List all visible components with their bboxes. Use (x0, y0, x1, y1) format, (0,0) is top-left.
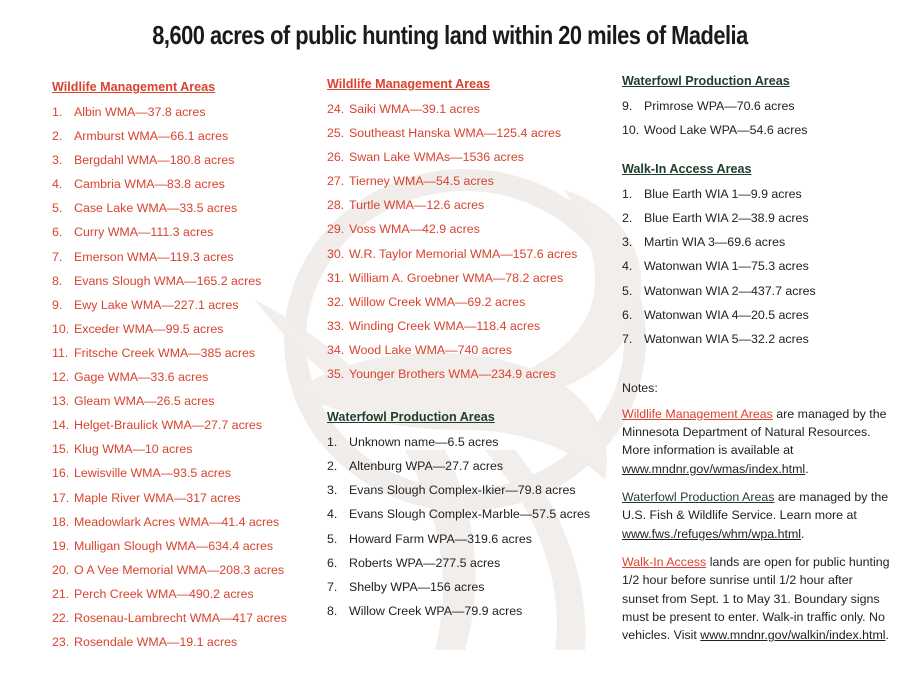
list-item (52, 486, 312, 510)
list-item-number: 29. (327, 222, 345, 237)
list-item-text: Cambria WMA—83.8 acres (74, 177, 225, 192)
list-item (327, 527, 612, 551)
list-item-text: Meadowlark Acres WMA—41.4 acres (74, 514, 280, 529)
list-item-text: Winding Creek WMA—118.4 acres (349, 318, 541, 333)
page-title: 8,600 acres of public hunting land within 20 miles of Madelia (152, 20, 748, 50)
list-item (327, 97, 612, 121)
list-item (52, 365, 312, 389)
list-item-number: 11. (52, 345, 69, 360)
wpa-heading: Waterfowl Production Areas (622, 74, 790, 88)
list-item-number: 22. (52, 610, 70, 625)
list-item (52, 172, 312, 196)
list-item-text: O A Vee Memorial WMA—208.3 acres (74, 562, 285, 577)
wma-list (52, 100, 312, 654)
list-item-text: Voss WMA—42.9 acres (349, 222, 480, 237)
list-item-number: 5. (622, 283, 633, 298)
list-item (52, 630, 312, 654)
list-item-text: Evans Slough Complex-Marble—57.5 acres (349, 507, 591, 522)
list-item-text: Lewisville WMA—93.5 acres (74, 466, 231, 481)
wma-heading: Wildlife Management Areas (52, 80, 216, 94)
list-item-text: Fritsche Creek WMA—385 acres (74, 345, 256, 360)
list-item (52, 245, 312, 269)
list-item-text: Gage WMA—33.6 acres (74, 370, 209, 385)
list-item-number: 24. (327, 102, 345, 116)
list-item-text: Wood Lake WMA—740 acres (349, 342, 512, 357)
list-item-number: 18. (52, 514, 70, 529)
list-item-number: 17. (52, 490, 70, 505)
list-item-number: 15. (52, 442, 70, 457)
list-item (622, 206, 892, 230)
list-item-text: Watonwan WIA 1—75.3 acres (644, 259, 809, 274)
list-item-number: 1. (622, 187, 633, 202)
note-wpa-end: . (801, 526, 805, 541)
wpa-link[interactable]: www.fws./refuges/whm/wpa.html (622, 526, 802, 541)
note-walkin (622, 553, 892, 644)
column-left (52, 80, 312, 654)
list-item-text: Blue Earth WIA 1—9.9 acres (644, 187, 802, 202)
wpa-heading: Waterfowl Production Areas (327, 410, 495, 425)
list-item-number: 7. (622, 331, 633, 346)
list-item-text: Albin WMA—37.8 acres (74, 105, 206, 119)
list-item-text: Swan Lake WMAs—1536 acres (349, 150, 524, 165)
list-item-text: Blue Earth WIA 2—38.9 acres (644, 211, 809, 226)
list-item-text: Rosenau-Lambrecht WMA—417 acres (74, 610, 287, 625)
list-item (52, 269, 312, 293)
list-item (622, 279, 892, 303)
list-item-number: 2. (327, 459, 338, 474)
list-item-text: Wood Lake WPA—54.6 acres (644, 123, 808, 138)
list-item-text: Primrose WPA—70.6 acres (644, 99, 795, 113)
list-item-number: 27. (327, 174, 345, 189)
list-item-text: Turtle WMA—12.6 acres (349, 198, 485, 213)
list-item (327, 575, 612, 599)
list-item-number: 32. (327, 294, 345, 309)
list-item-text: Case Lake WMA—33.5 acres (74, 201, 238, 216)
list-item-text: Helget-Braulick WMA—27.7 acres (74, 418, 262, 433)
list-item (52, 437, 312, 461)
list-item-number: 4. (52, 177, 63, 192)
list-item (52, 196, 312, 220)
list-item-number: 13. (52, 394, 70, 409)
list-item (327, 430, 612, 454)
wma-heading: Wildlife Management Areas (327, 77, 491, 91)
list-item (327, 193, 612, 217)
list-item-text: Watonwan WIA 4—20.5 acres (644, 307, 809, 322)
list-item-number: 3. (327, 483, 338, 498)
notes-title: Notes: (622, 380, 658, 395)
list-item (52, 317, 312, 341)
list-item (52, 220, 312, 244)
list-item (327, 454, 612, 478)
list-item-number: 2. (52, 129, 63, 144)
list-item-text: Klug WMA—10 acres (74, 442, 193, 457)
list-item-text: Emerson WMA—119.3 acres (74, 249, 234, 264)
list-item-number: 2. (622, 211, 633, 226)
note-wma (622, 405, 892, 478)
list-item-number: 9. (52, 297, 63, 312)
list-item (622, 327, 892, 351)
list-item-number: 14. (52, 418, 70, 433)
list-item (327, 502, 612, 526)
list-item-number: 1. (52, 105, 63, 119)
list-item-text: Bergdahl WMA—180.8 acres (74, 153, 235, 168)
list-item (327, 338, 612, 362)
list-item (622, 230, 892, 254)
list-item (52, 582, 312, 606)
list-item (52, 341, 312, 365)
list-item (52, 413, 312, 437)
note-walkin-lead: Walk-In Access (622, 554, 707, 569)
note-wpa-text: are managed by the U.S. Fish & Wildlife Service. Learn more at (622, 490, 889, 523)
list-item-number: 12. (52, 370, 70, 385)
list-item (622, 182, 892, 206)
list-item-text: Rosendale WMA—19.1 acres (74, 635, 238, 650)
list-item-number: 31. (327, 270, 345, 285)
list-item (327, 599, 612, 623)
wpa-list (327, 430, 612, 623)
list-item (327, 169, 612, 193)
list-item (327, 314, 612, 338)
list-item-number: 7. (52, 249, 63, 264)
spacer (622, 142, 892, 162)
note-walkin-end: . (885, 628, 889, 643)
list-item-text: Willow Creek WMA—69.2 acres (349, 294, 526, 309)
list-item (52, 606, 312, 630)
list-item-number: 28. (327, 198, 345, 213)
list-item-text: Armburst WMA—66.1 acres (74, 129, 229, 144)
list-item-text: Shelby WPA—156 acres (349, 579, 485, 594)
list-item (52, 293, 312, 317)
list-item-number: 8. (327, 603, 338, 618)
list-item (622, 118, 892, 142)
list-item-text: Willow Creek WPA—79.9 acres (349, 603, 523, 618)
list-item (52, 100, 312, 124)
list-item-text: Roberts WPA—277.5 acres (349, 555, 501, 570)
wia-list (622, 182, 892, 351)
list-item-text: Unknown name—6.5 acres (349, 435, 499, 450)
list-item-text: Tierney WMA—54.5 acres (349, 174, 494, 189)
list-item-number: 5. (327, 531, 338, 546)
list-item-text: William A. Groebner WMA—78.2 acres (349, 270, 564, 285)
list-item (327, 551, 612, 575)
wpa-list (622, 94, 892, 142)
list-item-number: 6. (52, 225, 63, 240)
list-item-number: 3. (52, 153, 63, 168)
note-wpa-lead: Waterfowl Production Areas (622, 490, 775, 505)
list-item-text: Evans Slough WMA—165.2 acres (74, 273, 262, 288)
list-item-text: Younger Brothers WMA—234.9 acres (349, 367, 556, 382)
list-item-text: Watonwan WIA 2—437.7 acres (644, 283, 816, 298)
list-item (52, 558, 312, 582)
list-item-number: 8. (52, 273, 63, 288)
list-item-number: 5. (52, 201, 63, 216)
list-item-text: Watonwan WIA 5—32.2 acres (644, 331, 809, 346)
list-item (52, 124, 312, 148)
note-wma-lead: Wildlife Management Areas (622, 406, 773, 421)
list-item-number: 4. (327, 507, 338, 522)
list-item-number: 6. (327, 555, 338, 570)
column-middle (327, 77, 612, 623)
list-item-text: Mulligan Slough WMA—634.4 acres (74, 538, 274, 553)
list-item-text: Curry WMA—111.3 acres (74, 225, 214, 240)
list-item (327, 362, 612, 386)
list-item (52, 510, 312, 534)
note-walkin-text: lands are open for public hunting 1/2 hour before sunrise until 1/2 hour after sunset from Sept. 1 to May 31. Boundary signs must be present to enter. Walk-in traffic only. No vehicles. Visit (622, 554, 890, 643)
wma-list (327, 97, 612, 386)
list-item-text: Gleam WMA—26.5 acres (74, 394, 215, 409)
list-item-number: 34. (327, 342, 345, 357)
list-item-number: 7. (327, 579, 338, 594)
note-wma-end: . (805, 461, 809, 476)
list-item (327, 121, 612, 145)
walkin-link[interactable]: www.mndnr.gov/walkin/index.html (700, 628, 886, 643)
list-item (52, 461, 312, 485)
list-item-number: 19. (52, 538, 70, 553)
list-item-text: Perch Creek WMA—490.2 acres (74, 586, 254, 601)
list-item-text: Southeast Hanska WMA—125.4 acres (349, 126, 562, 141)
list-item-text: Howard Farm WPA—319.6 acres (349, 531, 532, 546)
list-item-number: 3. (622, 235, 633, 250)
list-item (52, 389, 312, 413)
list-item (327, 242, 612, 266)
list-item (327, 217, 612, 241)
list-item-number: 30. (327, 246, 345, 261)
note-wma-text: are managed by the Minnesota Department of Natural Resources. More information is available at (622, 406, 887, 458)
list-item (327, 478, 612, 502)
list-item-text: Exceder WMA—99.5 acres (74, 321, 224, 336)
spacer (327, 386, 612, 410)
list-item-text: Ewy Lake WMA—227.1 acres (74, 297, 239, 312)
list-item (52, 148, 312, 172)
wma-link[interactable]: www.mndnr.gov/wmas/index.html (622, 461, 806, 476)
list-item-number: 25. (327, 126, 345, 141)
list-item-number: 23. (52, 635, 70, 650)
list-item (622, 94, 892, 118)
list-item-number: 9. (622, 99, 633, 113)
list-item-text: Saiki WMA—39.1 acres (349, 102, 480, 116)
list-item-number: 35. (327, 367, 345, 382)
list-item-number: 1. (327, 435, 338, 450)
list-item-number: 6. (622, 307, 633, 322)
list-item-text: Altenburg WPA—27.7 acres (349, 459, 504, 474)
list-item (327, 145, 612, 169)
list-item-number: 33. (327, 318, 345, 333)
list-item-text: Maple River WMA—317 acres (74, 490, 241, 505)
list-item-text: W.R. Taylor Memorial WMA—157.6 acres (349, 246, 578, 261)
list-item (327, 290, 612, 314)
list-item (327, 266, 612, 290)
column-right (622, 74, 892, 654)
list-item (622, 303, 892, 327)
note-wpa (622, 488, 892, 543)
list-item-number: 10. (52, 321, 70, 336)
list-item-number: 26. (327, 150, 345, 165)
list-item-number: 16. (52, 466, 70, 481)
list-item-number: 21. (52, 586, 70, 601)
list-item-text: Evans Slough Complex-Ikier—79.8 acres (349, 483, 576, 498)
list-item-text: Martin WIA 3—69.6 acres (644, 235, 786, 250)
list-item-number: 20. (52, 562, 70, 577)
wia-heading: Walk-In Access Areas (622, 162, 752, 177)
list-item (622, 254, 892, 278)
list-item (52, 534, 312, 558)
list-item-number: 10. (622, 123, 640, 138)
list-item-number: 4. (622, 259, 633, 274)
